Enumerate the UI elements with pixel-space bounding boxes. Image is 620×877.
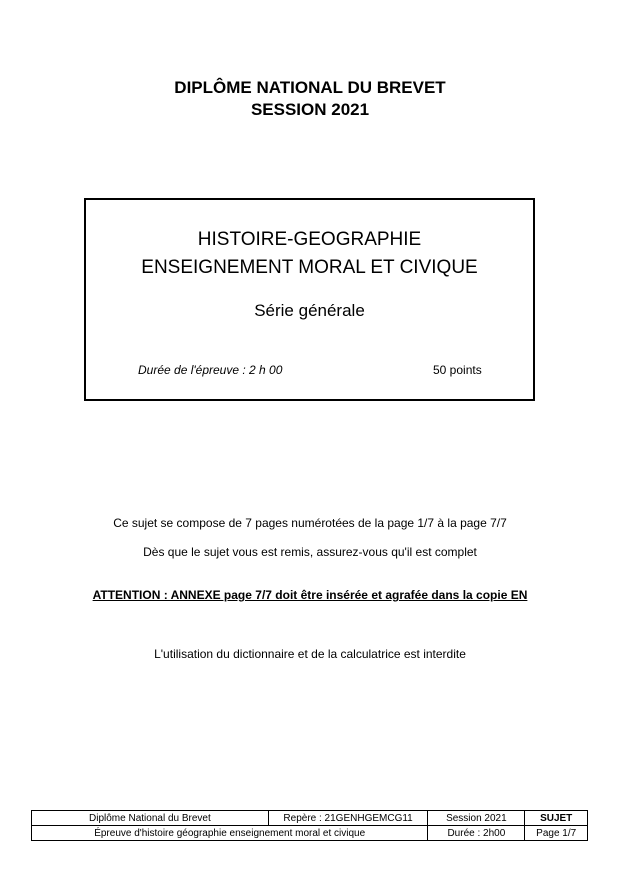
- pages-notice: Ce sujet se compose de 7 pages numérotées de la page 1/7 à la page 7/7: [113, 516, 507, 530]
- exam-duration: Durée de l'épreuve : 2 h 00: [138, 363, 283, 377]
- exam-title: DIPLÔME NATIONAL DU BREVET: [174, 78, 446, 97]
- subject-title-line2: ENSEIGNEMENT MORAL ET CIVIQUE: [141, 257, 478, 278]
- footer-subject-description: Épreuve d'histoire géographie enseignement moral et civique: [32, 826, 428, 841]
- footer-table: [31, 810, 588, 841]
- footer-duration: Durée : 2h00: [428, 826, 525, 841]
- subject-box: [84, 198, 535, 401]
- footer-row-1: [32, 811, 588, 826]
- footer-subject-type: SUJET: [525, 811, 588, 826]
- session-title: SESSION 2021: [250, 100, 370, 119]
- attention-notice: ATTENTION : ANNEXE page 7/7 doit être insérée et agrafée dans la copie EN: [92, 588, 528, 602]
- series-label: Série générale: [254, 301, 365, 320]
- footer-row-2: [32, 826, 588, 841]
- footer-session: Session 2021: [428, 811, 525, 826]
- footer-exam-name: Diplôme National du Brevet: [32, 811, 269, 826]
- footer-page-number: Page 1/7: [525, 826, 588, 841]
- exam-points: 50 points: [433, 363, 482, 377]
- subject-title-line1: HISTOIRE-GEOGRAPHIE: [197, 229, 422, 250]
- complete-notice: Dès que le sujet vous est remis, assurez-vous qu'il est complet: [143, 545, 477, 559]
- footer-reference: Repère : 21GENHGEMCG11: [268, 811, 428, 826]
- calculator-notice: L'utilisation du dictionnaire et de la calculatrice est interdite: [154, 647, 466, 661]
